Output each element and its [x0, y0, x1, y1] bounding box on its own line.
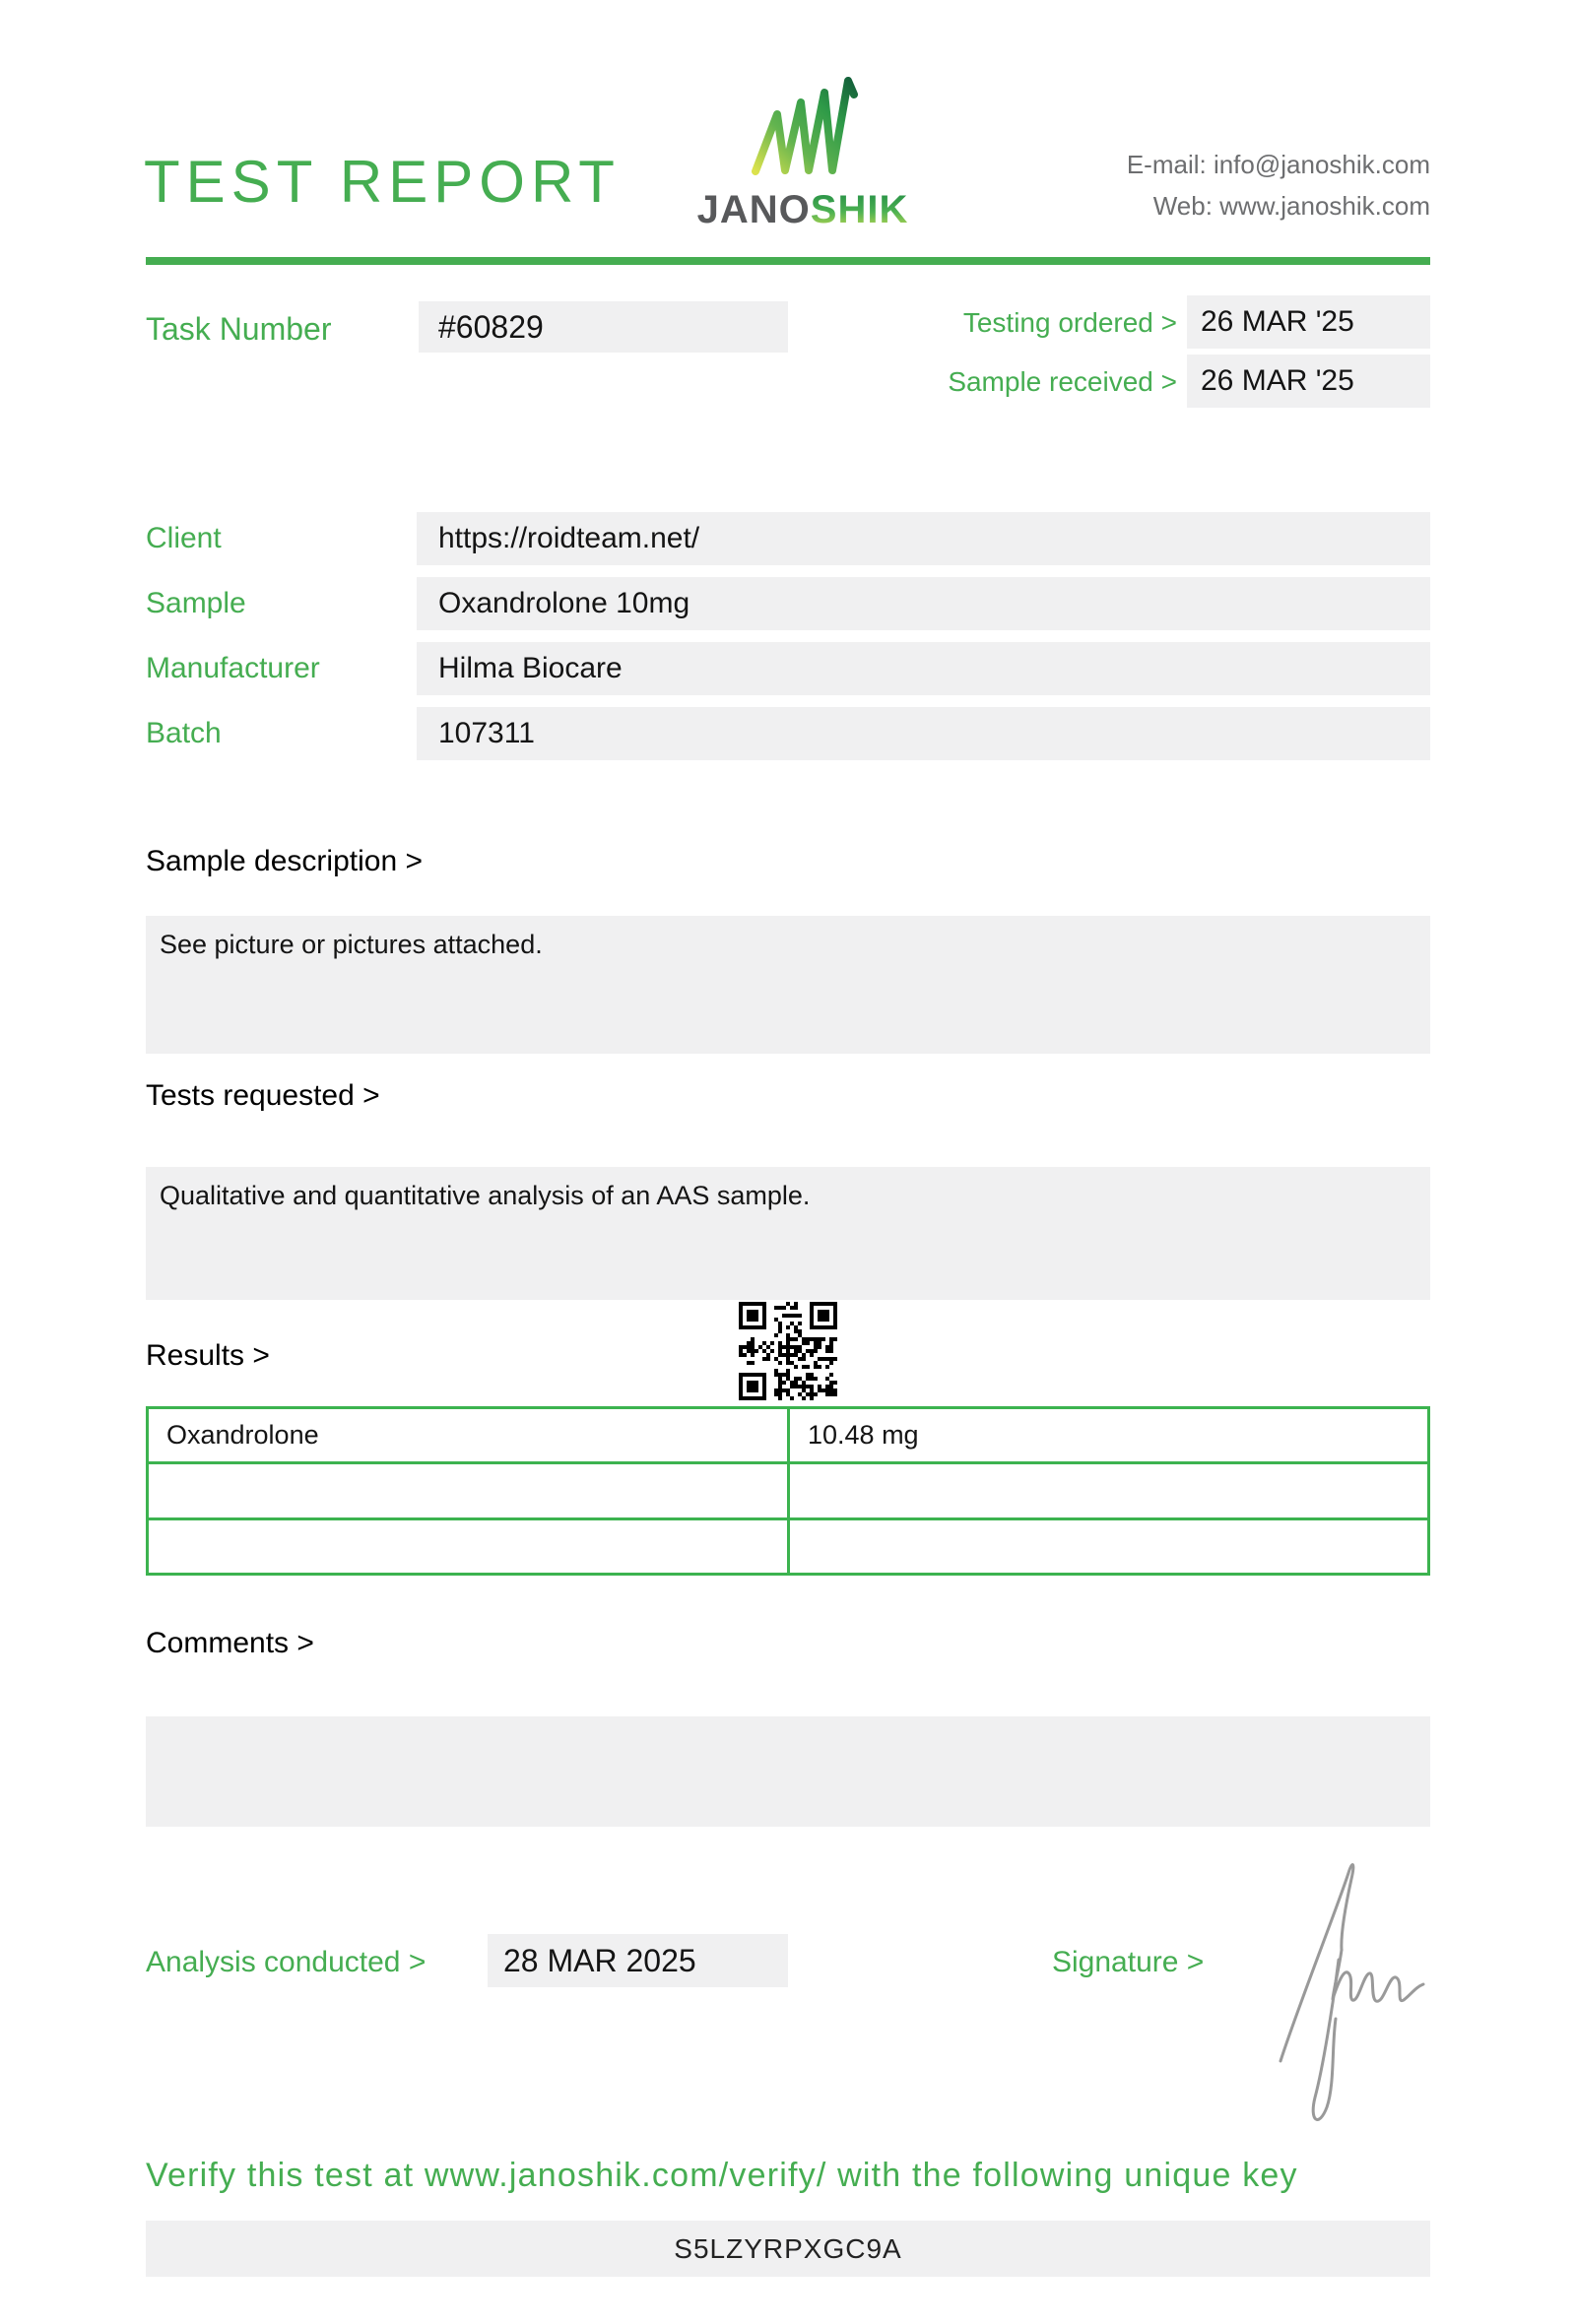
sample-received-value: 26 MAR '25 — [1187, 355, 1430, 408]
tests-requested-heading: Tests requested > — [146, 1079, 380, 1112]
sample-received-label: Sample received > — [948, 366, 1177, 397]
tests-requested-box — [146, 1167, 1430, 1300]
client-value: https://roidteam.net/ — [417, 512, 1430, 565]
results-cell-value-3 — [790, 1520, 1427, 1573]
logo-text-shik: SHIK — [810, 188, 909, 231]
unique-key-value: S5LZYRPXGC9A — [146, 2221, 1430, 2277]
signature-label: Signature > — [1052, 1946, 1205, 1978]
results-heading: Results > — [146, 1339, 270, 1372]
tests-requested-text: Qualitative and quantitative analysis of an AAS sample. — [160, 1181, 811, 1210]
analysis-conducted-value: 28 MAR 2025 — [488, 1934, 788, 1987]
batch-value: 107311 — [417, 707, 1430, 760]
sample-description-text: See picture or pictures attached. — [160, 930, 543, 959]
results-cell-name-3 — [149, 1520, 787, 1573]
client-label: Client — [146, 522, 222, 554]
janoshik-logo — [680, 69, 926, 232]
sample-description-heading: Sample description > — [146, 845, 423, 877]
comments-heading: Comments > — [146, 1627, 314, 1659]
qr-code — [739, 1302, 837, 1400]
task-number-value: #60829 — [419, 301, 788, 353]
signature-image — [1253, 1849, 1440, 2135]
testing-ordered-label: Testing ordered > — [962, 307, 1177, 338]
manufacturer-value: Hilma Biocare — [417, 642, 1430, 695]
manufacturer-label: Manufacturer — [146, 652, 320, 684]
logo-wordmark — [680, 188, 926, 232]
batch-label: Batch — [146, 717, 222, 749]
verify-instruction: Verify this test at www.janoshik.com/verify/ with the following unique key — [146, 2157, 1298, 2194]
results-cell-value-2 — [790, 1464, 1427, 1517]
chart-growth-icon — [744, 69, 862, 179]
sample-label: Sample — [146, 587, 246, 619]
results-cell-name-2 — [149, 1464, 787, 1517]
testing-ordered-value: 26 MAR '25 — [1187, 295, 1430, 349]
task-number-label: Task Number — [146, 311, 332, 347]
logo-text-jano: JANO — [696, 188, 811, 231]
header-divider — [146, 257, 1430, 265]
contact-web: Web: www.janoshik.com — [1152, 191, 1430, 221]
sample-value: Oxandrolone 10mg — [417, 577, 1430, 630]
page-title: TEST REPORT — [144, 149, 621, 215]
analysis-conducted-label: Analysis conducted > — [146, 1946, 427, 1978]
sample-description-box — [146, 916, 1430, 1054]
results-cell-value-1: 10.48 mg — [790, 1409, 1427, 1461]
contact-info — [1127, 144, 1430, 226]
contact-email: E-mail: info@janoshik.com — [1126, 150, 1430, 179]
comments-box — [146, 1716, 1430, 1827]
results-table — [146, 1406, 1430, 1576]
results-cell-name-1: Oxandrolone — [149, 1409, 787, 1461]
